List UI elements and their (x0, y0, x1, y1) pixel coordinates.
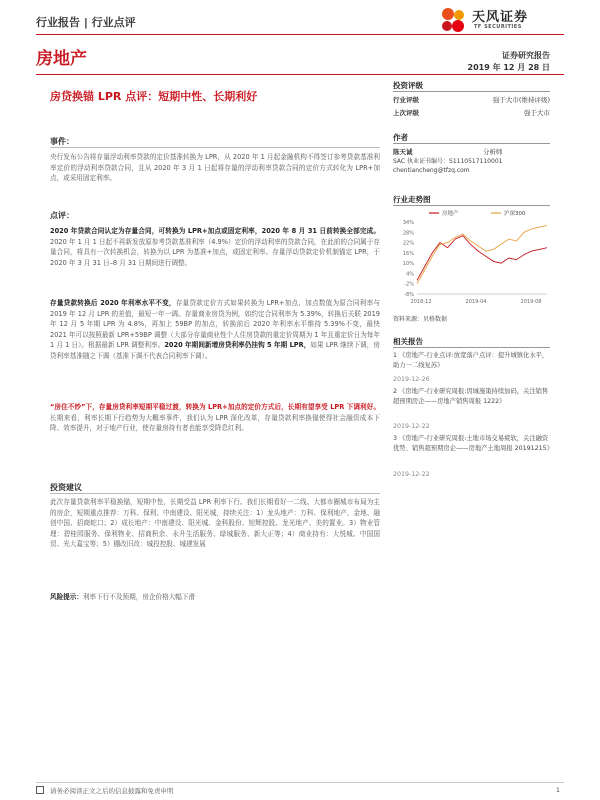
logo-mark-icon (438, 6, 468, 34)
author-heading: 作者 (393, 133, 408, 142)
trend-divider (393, 205, 550, 206)
report-title: 房贷换锚 LPR 点评：短期中性、长期利好 (50, 90, 258, 103)
p2-text: 存量贷款定价方式如果转换为 LPR+加点，加点数值为原合同利率与 2019 年 12 月 LPR 的差值，最短一年一调。存量商业房贷为例，如约定合同利率为 5.39%，转换后关联 2019 年 12 月 5 年期 LPR 为 4.8%，再加上 59BP 的加点，转换前后 2020 年利率水平维持 5.39%不变，最快 2021 年可以按照最新 LPR+59BP 调整（大部分存量商业性个人住房贷款的重定价周期为 1 年且重定价日为每年 1 月 1 日）。根据最新 LPR 调整利率。 (50, 299, 380, 350)
trend-source: 资料来源：贝格数据 (393, 316, 448, 323)
event-text: 央行发布公告将存量浮动利率贷款的定价基准转换为 LPR，从 2020 年 1 月起金融机构不得签订参考贷款基准利率定价的浮动利率贷款合同，且从 2020 年 3 月 1 日起将存量的浮动利率贷款合同的定价方式转化为 LPR+加点，或采用固定利率。 (50, 153, 380, 183)
related-heading: 相关报告 (393, 337, 423, 346)
p2-emphasis: 存量贷款转换后 2020 年利率水平不变， (50, 299, 176, 307)
author-divider (393, 143, 550, 144)
invest-heading: 投资建议 (50, 483, 82, 492)
top-divider (36, 34, 564, 35)
y-tick-label: -8% (404, 292, 414, 298)
related-report-2-date: 2019-12-22 (393, 423, 430, 430)
header-divider (36, 74, 564, 75)
author-row (393, 147, 550, 156)
p1-emphasis: 2020 年贷款合同认定为存量合同，可转换为 LPR+加点或固定利率，2020 年 8 月 31 日前转换全部完成。 (50, 227, 380, 235)
y-tick-label: 22% (402, 240, 414, 247)
risk-warning (50, 592, 380, 603)
y-tick-label: 34% (402, 220, 414, 226)
industry-rating-label: 行业评级 (393, 96, 419, 104)
logo-subtext: TF SECURITIES (474, 24, 522, 30)
author-name: 陈天诚 (393, 148, 413, 156)
industry-rating-row (393, 95, 550, 104)
p3-emphasis: “房住不炒”下，存量房贷利率短期平稳过渡，转换为 LPR+加点的定价方式后，长期有望享受 LPR 下调利好。 (50, 403, 380, 411)
industry-name: 房地产 (36, 49, 87, 69)
p2-tail: 如果 LPR 继续下调，房贷利率基准随之下调（基准下调不代表合同利率下调）。 (50, 341, 380, 360)
legend-label: 房地产 (442, 211, 459, 217)
author-role: 分析师 (483, 148, 503, 156)
report-type: 行业报告 | 行业点评 (36, 16, 136, 29)
report-category: 证券研究报告 (502, 51, 550, 60)
event-heading: 事件： (50, 137, 74, 146)
related-divider (393, 347, 550, 348)
p1-text: 2020 年 1 月 1 日起不再新发放原参考贷款基准利率（4.9%）定价的浮动利率的贷款合同，在此前的合同属于存量合同，将具有一次转换机会，转换为以 LPR 为基准+加点，或固定利率。存量浮动贷款定价机制锚定 LPR，于 2020 年 3 月 31 日–8 月 31 日期间进行调整。 (50, 237, 380, 267)
trend-chart (393, 208, 553, 308)
comment-heading: 点评： (50, 211, 74, 220)
x-tick-label: 2018-12 (410, 299, 432, 305)
page-number: 1 (555, 786, 560, 794)
related-report-3[interactable]: 3 《房地产-行业研究周报:土地市场交易疲软，关注融资优势、销售超预期房企——房地产土地周报 20191215》 (393, 435, 553, 452)
y-tick-label: 10% (402, 261, 414, 268)
comment-paragraph-1 (50, 226, 380, 268)
related-report-1[interactable]: 1 《房地产-行业点评:放宽落户点评：提升城镇化水平，助力一二线复苏》 (393, 352, 549, 369)
comment-paragraph-3 (50, 402, 380, 434)
x-tick-label: 2019-08 (520, 299, 542, 305)
y-tick-label: 16% (402, 250, 414, 257)
event-divider (50, 147, 380, 148)
risk-label: 风险提示： (50, 593, 83, 601)
logo (438, 4, 578, 36)
series-line (417, 225, 547, 283)
author-email: chentiancheng@tfzq.com (393, 167, 470, 174)
qr-code-icon (36, 786, 44, 794)
p2-emphasis-2: 2020 年期间新增房贷利率仍挂钩 5 年期 LPR， (164, 341, 311, 350)
related-report-2[interactable]: 2 《房地产-行业研究周报:因城施策持续加码，关注销售超预期房企——房地产销售周报 1222》 (393, 388, 549, 405)
rating-divider (393, 91, 550, 92)
rating-heading: 投资评级 (393, 81, 423, 90)
related-report-3-date: 2019-12-22 (393, 471, 430, 478)
logo-text: 天风证券 (472, 10, 529, 25)
report-date: 2019 年 12 月 28 日 (467, 63, 550, 72)
x-tick-label: 2019-04 (465, 299, 487, 305)
related-report-1-date: 2019-12-26 (393, 376, 430, 383)
y-tick-label: -2% (404, 281, 414, 288)
previous-rating-label: 上次评级 (393, 109, 419, 117)
trend-heading: 行业走势图 (393, 195, 431, 204)
y-tick-label: 28% (402, 230, 414, 237)
industry-rating-value: 强于大市(维持评级) (492, 96, 550, 104)
previous-rating-row (393, 108, 550, 117)
author-license: SAC 执业证书编号：S1110517110001 (393, 158, 503, 165)
invest-text: 此次存量贷款利率平稳换锚，短期中性，长期受益 LPR 利率下行。我们长期看好一二线、大都市圈城市布局为主的房企，短期重点推荐：万科、保利、中南建设、阳光城，持续关注：1）龙头地产：万科、保利地产、金地、融创中国、招商蛇口；2）成长地产：中南建设、阳光城、金科股份、旭辉控股、龙光地产、美的置业。3）物业管理：碧桂园服务、保利物业、招商积余、永升生活服务、绿城服务、新大正等；4）商业持有：大悦城、中国国贸、光大嘉宝等；5）棚改旧改：城投控股、城建发展 (50, 498, 380, 549)
legend-label: 沪深300 (504, 211, 526, 217)
risk-text: 利率下行不及预期，房企价格大幅下滑 (82, 593, 196, 601)
comment-paragraph-2 (50, 298, 380, 362)
series-line (417, 236, 547, 281)
footer-divider (36, 782, 564, 783)
previous-rating-value: 强于大市 (524, 109, 550, 117)
footer-disclaimer: 请务必阅读正文之后的信息披露和免责申明 (50, 787, 174, 795)
invest-divider (50, 493, 380, 494)
p3-text: 长期来看，利率长期下行趋势为大概率事件，我们认为 LPR 深化改革，存量贷款利率换锚使得社会融资成本下降、效率提升，对于地产行业，使存量房持有者也能享受降息红利。 (50, 413, 380, 433)
y-tick-label: 4% (406, 271, 414, 278)
